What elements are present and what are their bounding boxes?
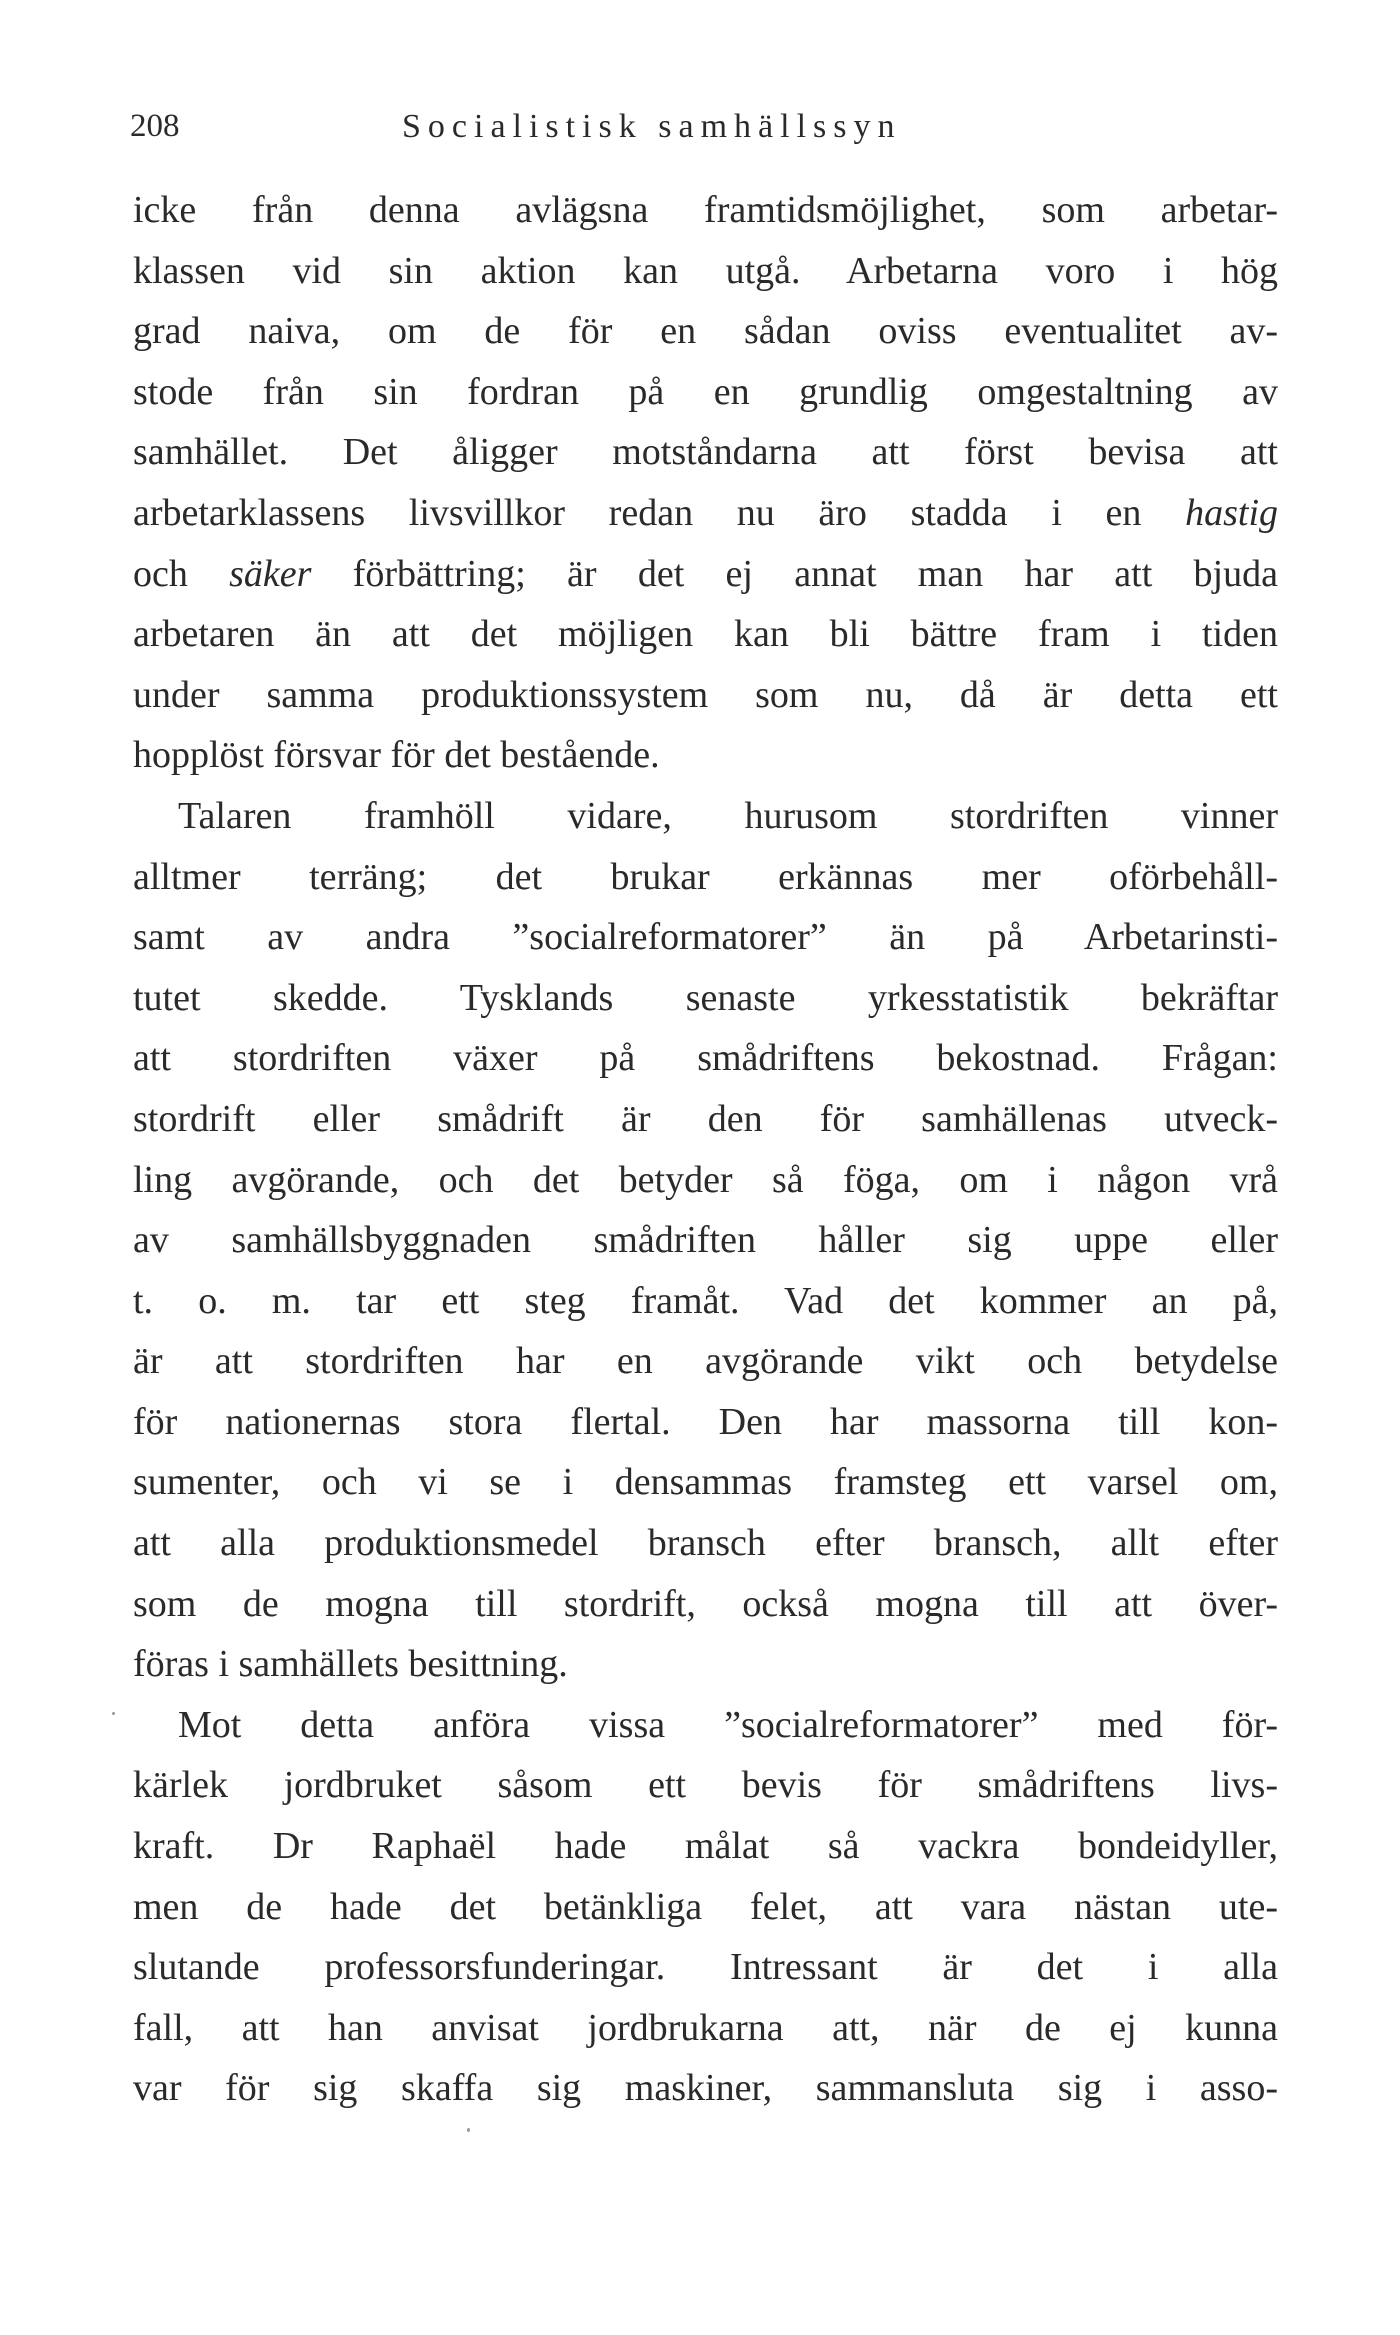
- text-line: under samma produktionssystem som nu, då är detta ett: [133, 673, 1278, 716]
- text-line: föras i samhällets besittning.: [133, 1643, 568, 1686]
- text-line: arbetaren än att det möjligen kan bli bättre fram i tiden: [133, 613, 1278, 656]
- page-header: [130, 108, 1280, 158]
- text-line: att stordriften växer på smådriftens bekostnad. Frågan:: [133, 1037, 1278, 1080]
- body-text: [133, 180, 1278, 2119]
- running-head: Socialistisk samhällssyn: [402, 108, 902, 145]
- text-line: som de mogna till stordrift, också mogna till att över-: [133, 1582, 1278, 1625]
- text-line: kraft. Dr Raphaël hade målat så vackra bondeidyller,: [133, 1825, 1278, 1868]
- text-line: stode från sin fordran på en grundlig omgestaltning av: [133, 370, 1278, 413]
- margin-speck: [112, 1712, 115, 1715]
- page-speck: [467, 2128, 470, 2132]
- text-line: alltmer terräng; det brukar erkännas mer oförbehåll-: [133, 855, 1278, 898]
- text-line: samhället. Det åligger motståndarna att först bevisa att: [133, 431, 1278, 474]
- text-line: av samhällsbyggnaden smådriften håller sig uppe eller: [133, 1219, 1278, 1262]
- text-line: men de hade det betänkliga felet, att vara nästan ute-: [133, 1885, 1278, 1928]
- text-line: slutande professorsfunderingar. Intressant är det i alla: [133, 1946, 1278, 1989]
- text-line: arbetarklassens livsvillkor redan nu äro stadda i en hastig: [133, 491, 1278, 534]
- text-line: tutet skedde. Tysklands senaste yrkesstatistik bekräftar: [133, 976, 1278, 1019]
- page-number: 208: [130, 108, 180, 144]
- text-line: kärlek jordbruket såsom ett bevis för smådriftens livs-: [133, 1764, 1278, 1807]
- text-line: är att stordriften har en avgörande vikt och betydelse: [133, 1340, 1278, 1383]
- text-line: fall, att han anvisat jordbrukarna att, när de ej kunna: [133, 2006, 1278, 2049]
- text-line: var för sig skaffa sig maskiner, sammansluta sig i asso-: [133, 2067, 1278, 2110]
- text-line: för nationernas stora flertal. Den har massorna till kon-: [133, 1400, 1278, 1443]
- text-line: grad naiva, om de för en sådan oviss eventualitet av-: [133, 310, 1278, 353]
- text-line: ling avgörande, och det betyder så föga, om i någon vrå: [133, 1158, 1278, 1201]
- text-line: icke från denna avlägsna framtidsmöjlighet, som arbetar-: [133, 189, 1278, 231]
- text-line: att alla produktionsmedel bransch efter bransch, allt efter: [133, 1522, 1278, 1565]
- text-line: Talaren framhöll vidare, hurusom stordriften vinner: [178, 794, 1278, 837]
- text-line: Mot detta anföra vissa ”socialreformatorer” med för-: [178, 1703, 1278, 1746]
- text-line: sumenter, och vi se i densammas framsteg ett varsel om,: [133, 1461, 1278, 1504]
- text-line: stordrift eller smådrift är den för samhällenas utveck-: [133, 1097, 1278, 1140]
- text-line: klassen vid sin aktion kan utgå. Arbetarna voro i hög: [133, 249, 1278, 292]
- text-line: t. o. m. tar ett steg framåt. Vad det kommer an på,: [133, 1279, 1278, 1322]
- text-line: samt av andra ”socialreformatorer” än på Arbetarinsti-: [133, 916, 1278, 959]
- text-line: och säker förbättring; är det ej annat man har att bjuda: [133, 552, 1278, 595]
- text-line: hopplöst försvar för det bestående.: [133, 734, 660, 777]
